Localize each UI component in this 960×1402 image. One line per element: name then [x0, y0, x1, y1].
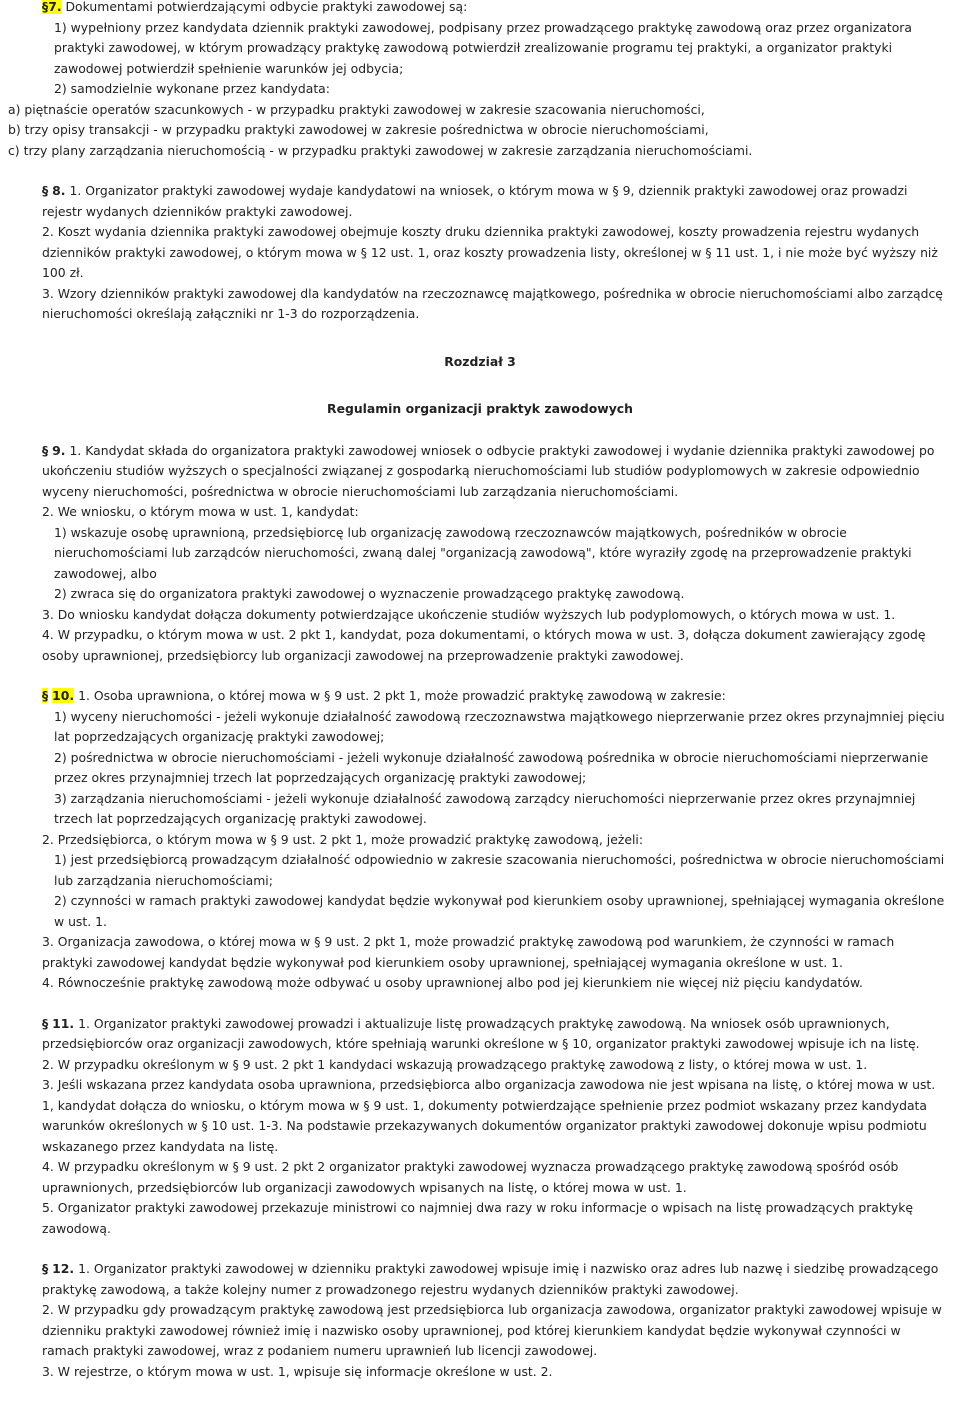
paragraph-10	[42, 686, 946, 994]
paragraph-number: 12.	[52, 1261, 75, 1276]
letter-list	[8, 100, 946, 162]
paragraph-8-ust-3: 3. Wzory dzienników praktyki zawodowej dla kandydatów na rzeczoznawcę majątkowego, pośrednika w obrocie nieruchomościami albo zarządcę nieruchomości określają załączniki nr 1-3 do rozporządzenia.	[42, 285, 943, 321]
paragraph-text: 1. Organizator praktyki zawodowej wydaje kandydatowi na wniosek, o którym mowa w § 9, dziennik praktyki zawodowej oraz prowadzi rejestr wydanych dzienników praktyki zawodowej.	[42, 183, 908, 219]
chapter-title: Regulamin organizacji praktyk zawodowych	[327, 401, 633, 416]
section-sign: §	[42, 1261, 49, 1276]
paragraph-11-ust-2: 2. W przypadku określonym w § 9 ust. 2 pkt 1 kandydaci wskazują prowadzącego praktykę zawodową z listy, o której mowa w ust. 1.	[42, 1056, 868, 1072]
paragraph-9	[42, 441, 946, 667]
letter-c: c) trzy plany zarządzania nieruchomością - w przypadku praktyki zawodowej w zakresie zarządzania nieruchomościami.	[8, 142, 753, 158]
section-sign: §	[42, 183, 49, 198]
paragraph-11	[42, 1014, 946, 1240]
point-2: 2) samodzielnie wykonane przez kandydata:	[54, 81, 330, 96]
point-2: 2) zwraca się do organizatora praktyki zawodowej o wyznaczenie prowadzącego praktykę zawodową.	[54, 586, 685, 601]
paragraph-text: Dokumentami potwierdzającymi odbycie praktyki zawodowej są:	[65, 0, 468, 14]
paragraph-12-ust-2: 2. W przypadku gdy prowadzącym praktykę zawodową jest przedsiębiorca lub organizacja zawodowa, organizator praktyki zawodowej wpisuje w dzienniku praktyki zawodowej również imię i nazwisko osoby uprawnionej, pod której kierunkiem kandydat będzie wykonywał czynności w ramach praktyki zawodowej, wraz z podaniem numeru uprawnień lub licencji zawodowej.	[42, 1302, 942, 1358]
point-1: 1) wyceny nieruchomości - jeżeli wykonuje działalność zawodową rzeczoznawstwa majątkowego nieprzerwanie przez okres przynajmniej pięciu lat poprzedzających organizację praktyki zawodowej;	[54, 708, 945, 744]
paragraph-9-ust-1	[42, 441, 946, 503]
paragraph-8-ust-2: 2. Koszt wydania dziennika praktyki zawodowej obejmuje koszty druku dziennika praktyki zawodowej, koszty prowadzenia rejestru wydanych dzienników praktyki zawodowej, o którym mowa w § 12 ust. 1, oraz koszty prowadzenia listy, określonej w § 11 ust. 1, i nie może być wyższy niż 100 zł.	[42, 224, 938, 280]
point-1	[42, 18, 946, 80]
point-2: 2) pośrednictwa w obrocie nieruchomościami - jeżeli wykonuje działalność zawodową pośrednika w obrocie nieruchomościami nieprzerwanie przez okres przynajmniej trzech lat poprzedzających organizację praktyki zawodowej;	[54, 749, 929, 785]
paragraph-12	[42, 1259, 946, 1382]
section-sign: §	[42, 1015, 49, 1031]
paragraph-number: 11.	[52, 1015, 75, 1031]
paragraph-9-ust-3: 3. Do wniosku kandydat dołącza dokumenty potwierdzające ukończenie studiów wyższych lub podyplomowych, o których mowa w ust. 1.	[42, 606, 896, 622]
paragraph-12-ust-3: 3. W rejestrze, o którym mowa w ust. 1, wpisuje się informacje określone w ust. 2.	[42, 1363, 553, 1379]
paragraph-7-intro	[42, 0, 946, 18]
chapter-number: Rozdział 3	[444, 353, 516, 369]
paragraph-text: 1. Osoba uprawniona, o której mowa w § 9 ust. 2 pkt 1, może prowadzić praktykę zawodową w zakresie:	[78, 688, 726, 703]
paragraph-8-ust-1	[42, 181, 946, 222]
paragraph-12-ust-1	[42, 1259, 946, 1300]
paragraph-text: 1. Organizator praktyki zawodowej prowadzi i aktualizuje listę prowadzących praktykę zawodową. Na wniosek osób uprawnionych, przedsiębiorców oraz organizacji zawodowych, które spełniają warunki określone w § 10, organizator praktyki zawodowej wpisuje ich na listę.	[42, 1015, 920, 1051]
paragraph-11-ust-5: 5. Organizator praktyki zawodowej przekazuje ministrowi co najmniej dwa razy w roku informacje o wpisach na listę prowadzących praktykę zawodową.	[42, 1200, 914, 1236]
paragraph-9-ust-4: 4. W przypadku, o którym mowa w ust. 2 pkt 1, kandydat, poza dokumentami, o których mowa w ust. 3, dołącza dokument zawierający zgodę osoby uprawnionej, przedsiębiorcy lub organizacji zawodowej na przeprowadzenie praktyki zawodowej.	[42, 627, 926, 663]
paragraph-9-ust-2: 2. We wniosku, o którym mowa w ust. 1, kandydat:	[42, 504, 359, 519]
section-sign: §	[42, 688, 49, 703]
paragraph-8	[42, 181, 946, 325]
paragraph-number: 9.	[52, 442, 66, 458]
paragraph-number: 7.	[48, 0, 62, 14]
paragraph-10-ust-4: 4. Równocześnie praktykę zawodową może odbywać u osoby uprawnionej albo pod jej kierunkiem nie więcej niż pięciu kandydatów.	[42, 975, 863, 990]
paragraph-number: 10.	[52, 688, 75, 703]
point-3: 3) zarządzania nieruchomościami - jeżeli wykonuje działalność zawodową zarządcy nieruchomości nieprzerwanie przez okres przynajmniej trzech lat poprzedzających organizację praktyki zawodowej.	[54, 790, 916, 826]
section-sign: §	[42, 442, 49, 458]
paragraph-11-ust-3: 3. Jeśli wskazana przez kandydata osoba uprawniona, przedsiębiorca albo organizacja zawodowa nie jest wpisana na listę, o której mowa w ust. 1, kandydat dołącza do wniosku, o którym mowa w § 9 ust. 1, dokumenty potwierdzające spełnienie przez podmiot wskazany przez kandydata warunków określonych w § 10 ust. 1-3. Na podstawie przekazywanych dokumentów organizator praktyki zawodowej dokonuje wpisu podmiotu wskazanego przez kandydata na listę.	[42, 1077, 936, 1154]
paragraph-11-ust-4: 4. W przypadku określonym w § 9 ust. 2 pkt 2 organizator praktyki zawodowej wyznacza prowadzącego praktykę zawodową spośród osób uprawnionych, przedsiębiorców lub organizacji zawodowych wpisanych na listę, o której mowa w ust. 1.	[42, 1159, 899, 1195]
point-1: 1) jest przedsiębiorcą prowadzącym działalność odpowiednio w zakresie szacowania nieruchomości, pośrednictwa w obrocie nieruchomościami lub zarządzania nieruchomościami;	[54, 852, 945, 888]
paragraph-11-ust-1	[42, 1014, 946, 1055]
paragraph-number: 8.	[52, 183, 66, 198]
paragraph-text: 1. Kandydat składa do organizatora praktyki zawodowej wniosek o odbycie praktyki zawodowej i wydanie dziennika praktyki zawodowej po ukończeniu studiów wyższych o specjalności związanej z gospodarką nieruchomościami lub studiów podyplomowych w zakresie odpowiednio wyceny nieruchomości, pośrednictwa w obrocie nieruchomościami lub zarządzania nieruchomościami.	[42, 442, 935, 499]
paragraph-10-ust-3: 3. Organizacja zawodowa, o której mowa w § 9 ust. 2 pkt 1, może prowadzić praktykę zawodową pod warunkiem, że czynności w ramach praktyki zawodowej kandydat będzie wykonywał pod kierunkiem osoby uprawnionej, spełniającej wymagania określone w ust. 1.	[42, 934, 895, 970]
paragraph-text: 1. Organizator praktyki zawodowej w dzienniku praktyki zawodowej wpisuje imię i nazwisko oraz adres lub nazwę i siedzibę prowadzącego praktykę zawodową, a także kolejny numer z prowadzonego rejestru wydanych dzienników praktyki zawodowej.	[42, 1261, 939, 1297]
paragraph-7	[42, 0, 946, 100]
point-2: 2) czynności w ramach praktyki zawodowej kandydat będzie wykonywał pod kierunkiem osoby uprawnionej, spełniającej wymagania określone w ust. 1.	[54, 893, 945, 929]
paragraph-10-ust-1	[42, 686, 946, 707]
paragraph-10-ust-2: 2. Przedsiębiorca, o którym mowa w § 9 ust. 2 pkt 1, może prowadzić praktykę zawodową, jeżeli:	[42, 831, 644, 847]
point-text: 1) wypełniony przez kandydata dziennik praktyki zawodowej, podpisany przez prowadzącego praktykę zawodową oraz przez organizatora praktyki zawodowej, w którym prowadzący praktykę zawodową potwierdził zrealizowanie programu tej praktyki, a organizator praktyki zawodowej potwierdził spełnienie warunków jej odbycia;	[54, 19, 912, 76]
letter-b: b) trzy opisy transakcji - w przypadku praktyki zawodowej w zakresie pośrednictwa w obrocie nieruchomościami,	[8, 122, 709, 137]
section-sign: §	[42, 0, 49, 14]
point-1: 1) wskazuje osobę uprawnioną, przedsiębiorcę lub organizację zawodową rzeczoznawców majątkowych, pośredników w obrocie nieruchomościami lub zarządców nieruchomości, zwaną dalej "organizacją zawodową", które wyraziły zgodę na przeprowadzenie praktyki zawodowej, albo	[54, 524, 912, 581]
letter-a: a) piętnaście operatów szacunkowych - w przypadku praktyki zawodowej w zakresie szacowania nieruchomości,	[8, 101, 705, 117]
